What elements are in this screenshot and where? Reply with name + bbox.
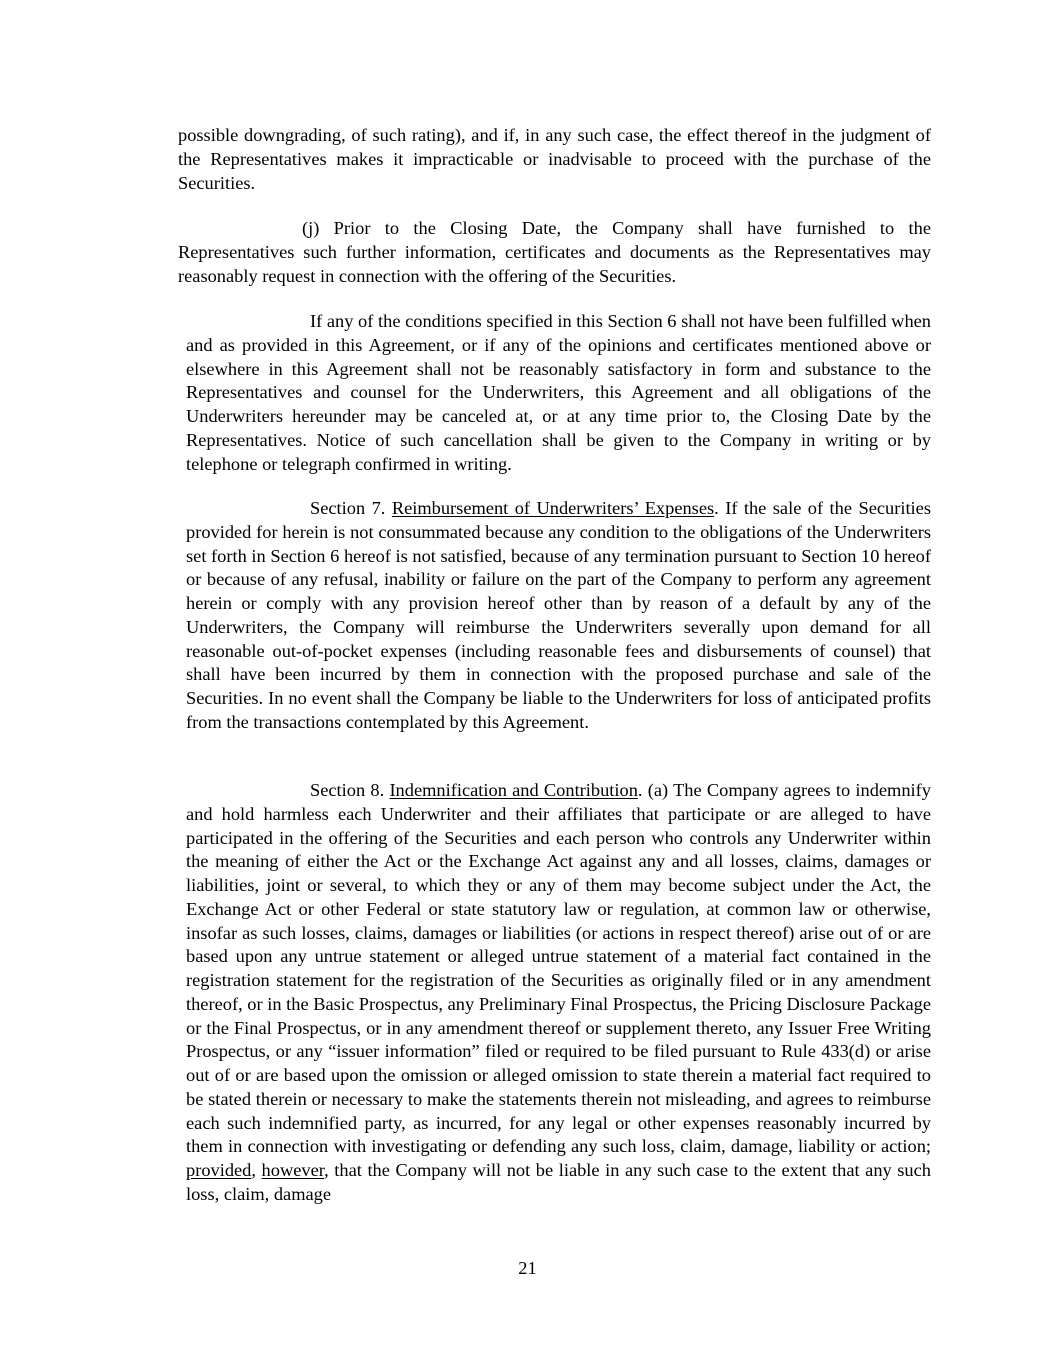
provided-term: provided bbox=[186, 1160, 252, 1180]
section-8-lead: Section 8. bbox=[310, 780, 390, 800]
section-7-lead: Section 7. bbox=[310, 498, 392, 518]
however-term: however bbox=[261, 1160, 325, 1180]
comma-separator: , bbox=[251, 1160, 262, 1180]
section-8-body: . (a) The Company agrees to indemnify and hold harmless each Underwriter and their affiliates that participate or are alleged to have participated in the offering of the Securities and each person who controls any Underwriter within the meaning of either the Act or the Exchange Act against any and all losses, claims, damages or liabilities, joint or several, to which they or any of them may become subject under the Act, the Exchange Act or other Federal or state statutory law or regulation, at common law or otherwise, insofar as such losses, claims, damages or liabilities (or actions in respect thereof) arise out of or are based upon any untrue statement or alleged untrue statement of a material fact contained in the registration statement for the registration of the Securities as originally filed or in any amendment thereof, or in the Basic Prospectus, any Preliminary Final Prospectus, the Pricing Disclosure Package or the Final Prospectus, or in any amendment thereof or supplement thereto, any Issuer Free Writing Prospectus, or any “issuer information” filed or required to be filed pursuant to Rule 433(d) or arise out of or are based upon the omission or alleged omission to state therein a material fact required to be stated therein or necessary to make the statements therein not misleading, and agrees to reimburse each such indemnified party, as incurred, for any legal or other expenses reasonably incurred by them in connection with investigating or defending any such loss, claim, damage, liability or action; bbox=[186, 780, 931, 1157]
paragraph-condition-j: (j) Prior to the Closing Date, the Company shall have furnished to the Representatives such further information, certificates and documents as the Representatives may reasonably request in connection with the offering of the Securities. bbox=[178, 218, 931, 286]
paragraph-conditions-not-fulfilled: If any of the conditions specified in this Section 6 shall not have been fulfilled when and as provided in this Agreement, or if any of the opinions and certificates mentioned above or elsewhere in this Agreement shall not be reasonably satisfactory in form and substance to the Representatives and counsel for the Underwriters, this Agreement and all obligations of the Underwriters hereunder may be canceled at, or at any time prior to, the Closing Date by the Representatives. Notice of such cancellation shall be given to the Company in writing or by telephone or telegraph confirmed in writing. bbox=[186, 311, 931, 474]
section-7-heading: Reimbursement of Underwriters’ Expenses bbox=[391, 498, 715, 518]
section-8-paragraph bbox=[186, 779, 931, 1207]
section-8-heading: Indemnification and Contribution bbox=[389, 780, 638, 800]
section-8-tail: , that the Company will not be liable in any such case to the extent that any such loss, claim, damage bbox=[186, 1160, 931, 1204]
paragraph-rating-downgrade: possible downgrading, of such rating), and if, in any such case, the effect thereof in the judgment of the Representatives makes it impracticable or inadvisable to proceed with the purchase of the Securities. bbox=[178, 125, 931, 193]
section-7-body: . If the sale of the Securities provided for herein is not consummated because any condition to the obligations of the Underwriters set forth in Section 6 hereof is not satisfied, because of any termination pursuant to Section 10 hereof or because of any refusal, inability or failure on the part of the Company to perform any agreement herein or comply with any provision hereof other than by reason of a default by any of the Underwriters, the Company will reimburse the Underwriters severally upon demand for all reasonable out-of-pocket expenses (including reasonable fees and disbursements of counsel) that shall have been incurred by them in connection with the proposed purchase and sale of the Securities. In no event shall the Company be liable to the Underwriters for loss of anticipated profits from the transactions contemplated by this Agreement. bbox=[186, 498, 931, 732]
section-7-paragraph bbox=[186, 497, 931, 735]
page-number: 21 bbox=[518, 1258, 537, 1278]
